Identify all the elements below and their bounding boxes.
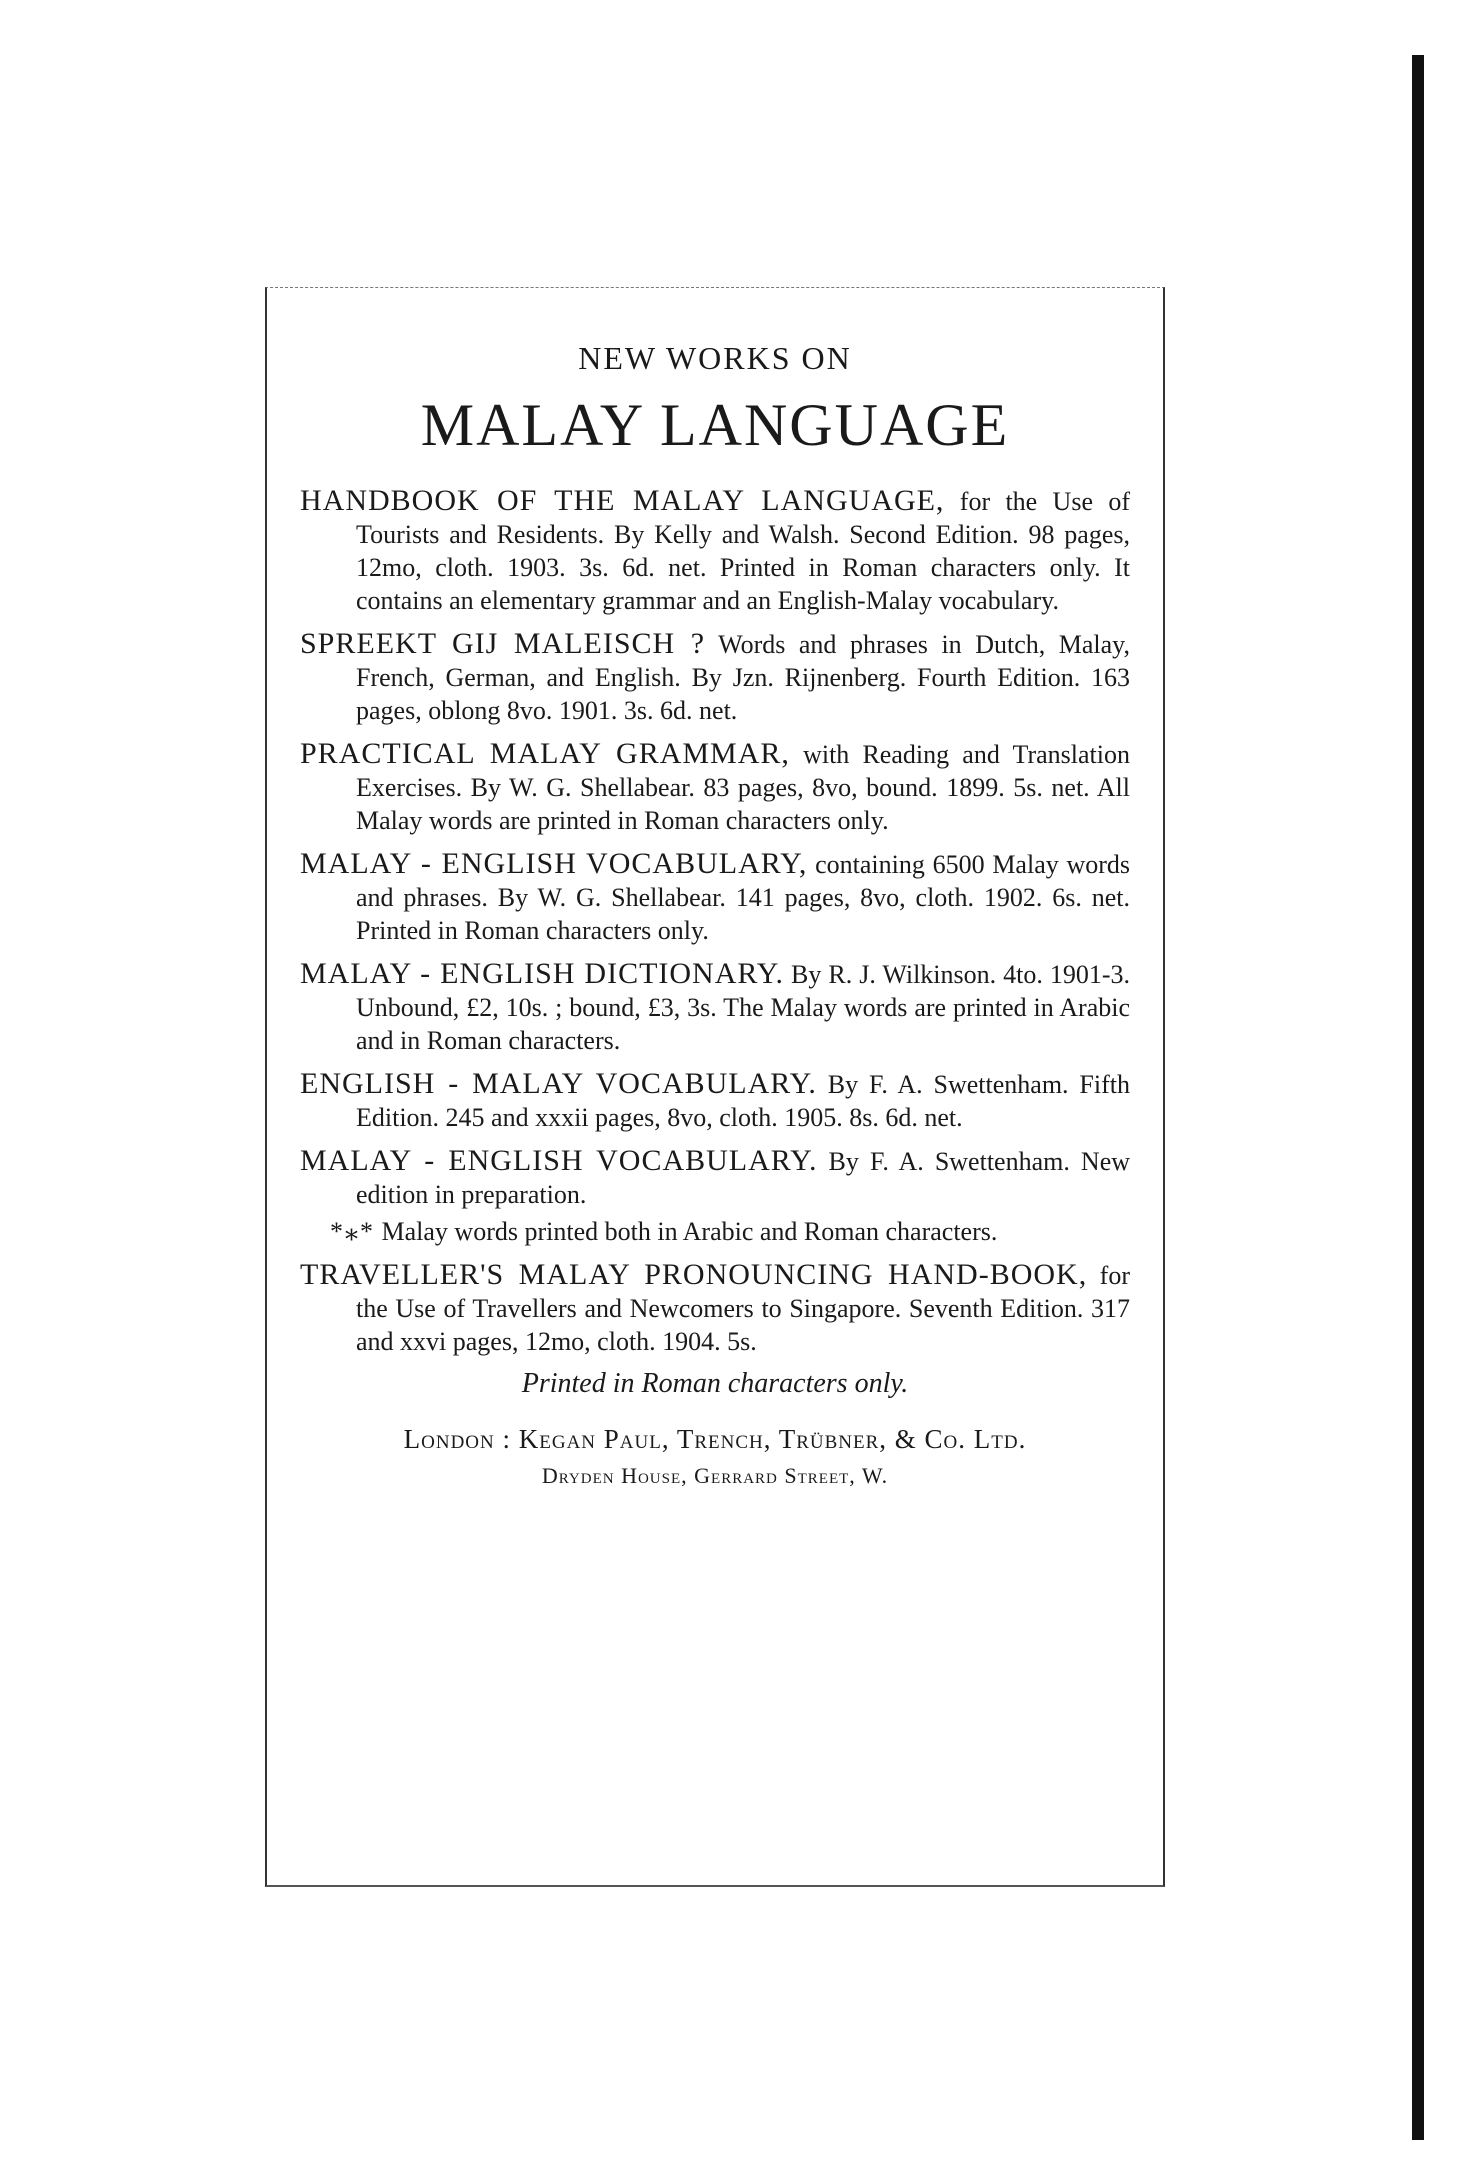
- entry-vocab-shellabear: [300, 847, 1130, 947]
- entry-dictionary: [300, 957, 1130, 1057]
- entry-title: SPREEKT GIJ MALEISCH ?: [300, 627, 706, 660]
- kicker: NEW WORKS ON: [578, 340, 852, 376]
- binding-edge: [1412, 55, 1424, 2140]
- asterism-note: [300, 1215, 1130, 1248]
- entry-title: ENGLISH - MALAY VOCABULARY.: [300, 1067, 817, 1100]
- entry-title: MALAY - ENGLISH VOCABULARY,: [300, 847, 808, 880]
- page-title: MALAY LANGUAGE: [420, 392, 1010, 458]
- entry-body: By R. J. Wilkinson. 4to. 1901-3. Unbound, £2, 10s. ; bound, £3, 3s. The Malay words are printed in Arabic and in Roman characters.: [356, 960, 1130, 1055]
- asterism-icon: *⁎*: [330, 1217, 375, 1246]
- publisher-imprint: London : Kegan Paul, Trench, Trübner, & Co. Ltd.: [403, 1424, 1027, 1454]
- entry-title: TRAVELLER'S MALAY PRONOUNCING HAND-BOOK,: [300, 1258, 1088, 1291]
- entry-body: Words and phrases in Dutch, Malay, French, German, and English. By Jzn. Rijnenberg. Fourth Edition. 163 pages, oblong 8vo. 1901. 3s. 6d. net.: [356, 630, 1130, 725]
- entry-title: PRACTICAL MALAY GRAMMAR,: [300, 737, 790, 770]
- italic-note: Printed in Roman characters only.: [521, 1368, 909, 1399]
- entry-title: HANDBOOK OF THE MALAY LANGUAGE,: [300, 484, 945, 517]
- entry-title: MALAY - ENGLISH VOCABULARY.: [300, 1144, 818, 1177]
- note-text: Malay words printed both in Arabic and Roman characters.: [381, 1217, 998, 1246]
- entry-body: By F. A. Swettenham. New edition in preparation.: [356, 1147, 1131, 1209]
- entry-body: for the Use of Tourists and Residents. By Kelly and Walsh. Second Edition. 98 pages, 12mo, cloth. 1903. 3s. 6d. net. Printed in Roman characters only. It contains an elementary grammar and an English-Malay vocabulary.: [356, 487, 1130, 615]
- entry-english-malay: [300, 1067, 1130, 1134]
- entry-body: for the Use of Travellers and Newcomers to Singapore. Seventh Edition. 317 and xxvi pages, 12mo, cloth. 1904. 5s.: [356, 1261, 1130, 1356]
- entry-travellers: [300, 1258, 1130, 1358]
- entry-body: with Reading and Translation Exercises. By W. G. Shellabear. 83 pages, 8vo, bound. 1899. 5s. net. All Malay words are printed in Roman characters only.: [356, 740, 1131, 835]
- entry-body: containing 6500 Malay words and phrases. By W. G. Shellabear. 141 pages, 8vo, cloth. 1902. 6s. net. Printed in Roman characters only.: [356, 850, 1131, 945]
- entry-malay-english: [300, 1144, 1130, 1211]
- entry-body: By F. A. Swettenham. Fifth Edition. 245 and xxxii pages, 8vo, cloth. 1905. 8s. 6d. net.: [356, 1070, 1130, 1132]
- publisher-address: Dryden House, Gerrard Street, W.: [541, 1463, 889, 1488]
- entry-handbook: [300, 484, 1130, 617]
- advertisement: [300, 330, 1130, 1489]
- entry-grammar: [300, 737, 1130, 837]
- entry-title: MALAY - ENGLISH DICTIONARY.: [300, 957, 785, 990]
- entry-spreekt: [300, 627, 1130, 727]
